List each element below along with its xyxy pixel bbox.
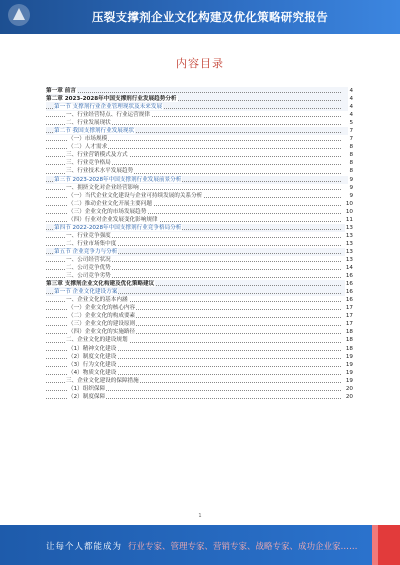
toc-entry[interactable] bbox=[46, 232, 353, 240]
toc-entry-page: 14 bbox=[345, 265, 353, 272]
toc-entry-page: 4 bbox=[349, 112, 353, 119]
toc-entry-title: 三、公司竞争劣势 bbox=[66, 273, 111, 280]
toc-entry-page: 13 bbox=[345, 240, 353, 247]
toc-entry[interactable] bbox=[46, 288, 353, 296]
toc-entry-page: 17 bbox=[345, 305, 353, 312]
toc-entry[interactable] bbox=[46, 264, 353, 272]
toc-entry[interactable] bbox=[46, 192, 353, 200]
report-title: 压裂支撑剂企业文化构建及优化策略研究报告 bbox=[92, 10, 328, 24]
toc-entry-title: （四）行业对企业发展变化影响规律 bbox=[68, 216, 158, 223]
toc-entry-title: 第二章 2023-2028年中国支撑剂行业发展趋势分析 bbox=[46, 96, 177, 103]
toc-entry-page: 19 bbox=[345, 369, 353, 376]
toc-entry-title: 一、行业竞争强度 bbox=[66, 232, 111, 239]
toc-entry-title: 三、行业技术水平发展趋势 bbox=[66, 168, 134, 175]
toc-entry-title: （1）组织保障 bbox=[68, 385, 106, 392]
toc-entry-title: （四）企业文化的实施路径 bbox=[68, 329, 136, 336]
toc-entry-title: 第五节 企业竞争力与分析 bbox=[54, 248, 118, 255]
toc-entry-page: 18 bbox=[345, 329, 353, 336]
toc-entry-page: 8 bbox=[349, 160, 353, 167]
toc-entry[interactable] bbox=[46, 393, 353, 401]
toc-entry[interactable] bbox=[46, 208, 353, 216]
toc-entry[interactable] bbox=[46, 312, 353, 320]
toc-entry[interactable] bbox=[46, 369, 353, 377]
toc-entry-page: 4 bbox=[349, 88, 353, 94]
toc-entry[interactable] bbox=[46, 361, 353, 369]
toc-entry-title: （二）推动企业文化开展主要问题 bbox=[68, 200, 152, 207]
toc-entry[interactable] bbox=[46, 119, 353, 127]
logo-icon bbox=[6, 2, 32, 28]
toc-entry-title: 三、企业文化建设的保障措施 bbox=[66, 377, 139, 384]
toc-entry-page: 8 bbox=[349, 168, 353, 175]
toc-entry-page: 10 bbox=[345, 200, 353, 207]
toc-entry-title: 二、公司竞争优势 bbox=[66, 265, 111, 272]
toc-entry-title: （1）精神文化建设 bbox=[68, 345, 117, 352]
toc-entry-title: 一、公司经营状况 bbox=[66, 256, 111, 263]
toc-entry-title: 三、行业营销模式及方式 bbox=[66, 152, 128, 159]
toc-entry-title: 三、行业竞争格局 bbox=[66, 160, 111, 167]
toc-entry[interactable] bbox=[46, 240, 353, 248]
toc-entry-page: 7 bbox=[349, 128, 353, 135]
toc-entry-page: 13 bbox=[345, 224, 353, 231]
toc-entry-title: 第三节 2023-2028年中国支撑剂行业发展前景分析 bbox=[54, 176, 182, 183]
toc-entry-page: 16 bbox=[345, 273, 353, 280]
toc-entry[interactable] bbox=[46, 151, 353, 159]
toc-entry-page: 19 bbox=[345, 353, 353, 360]
toc-entry[interactable] bbox=[46, 224, 353, 232]
page-footer bbox=[0, 525, 400, 565]
toc-entry-title: 二、企业文化的建设规划 bbox=[66, 337, 128, 344]
toc-leader-dots bbox=[46, 92, 341, 93]
toc-entry[interactable] bbox=[46, 328, 353, 336]
toc-entry[interactable] bbox=[46, 216, 353, 224]
toc-entry[interactable] bbox=[46, 272, 353, 280]
toc-entry[interactable] bbox=[46, 385, 353, 393]
toc-entry-page: 13 bbox=[345, 256, 353, 263]
toc-entry-page: 9 bbox=[349, 184, 353, 191]
toc-entry-page: 18 bbox=[345, 337, 353, 344]
toc-entry-page: 16 bbox=[345, 297, 353, 304]
toc-entry[interactable] bbox=[46, 159, 353, 167]
page-number: 1 bbox=[198, 513, 202, 519]
toc-entry-title: （4）物质文化建设 bbox=[68, 369, 117, 376]
toc-entry-page: 8 bbox=[349, 144, 353, 151]
toc-entry[interactable] bbox=[46, 336, 353, 344]
toc-entry-title: （一）企业文化的核心内容 bbox=[68, 305, 136, 312]
toc-entry[interactable] bbox=[46, 353, 353, 361]
toc-entry-page: 17 bbox=[345, 313, 353, 320]
toc-entry[interactable] bbox=[46, 95, 353, 103]
footer-accent-bar bbox=[378, 525, 400, 565]
toc-entry[interactable] bbox=[46, 320, 353, 328]
toc-entry[interactable] bbox=[46, 111, 353, 119]
toc-entry-title: （一）当代企业文化建设与企业可持续发展的关系分析 bbox=[68, 192, 203, 199]
toc-entry-title: （三）企业文化的建设原则 bbox=[68, 321, 136, 328]
toc-entry-page: 7 bbox=[349, 136, 353, 143]
toc-entry-page: 20 bbox=[345, 393, 353, 400]
toc-entry-title: 第二节 我国支撑剂行业发展现状 bbox=[54, 128, 135, 135]
toc-entry-page: 4 bbox=[349, 96, 353, 103]
toc-entry[interactable] bbox=[46, 87, 353, 95]
toc-entry-page: 17 bbox=[345, 321, 353, 328]
toc-entry-title: 一、企业文化的基本内涵 bbox=[66, 297, 128, 304]
toc-entry-title: 一、行业经营特点、行业运营规律 bbox=[66, 112, 150, 119]
toc-entry-title: （二）人才需求 bbox=[68, 144, 108, 151]
table-of-contents bbox=[46, 87, 353, 401]
toc-entry-title: （三）企业文化的市场发展趋势 bbox=[68, 208, 147, 215]
toc-entry[interactable] bbox=[46, 184, 353, 192]
toc-entry-title: 第一章 前言 bbox=[46, 88, 76, 94]
toc-entry-title: 二、行业市场集中度 bbox=[66, 240, 117, 247]
toc-entry-title: 第三章 支撑剂企业文化构建及优化策略建议 bbox=[46, 281, 155, 288]
toc-entry-page: 9 bbox=[349, 192, 353, 199]
toc-entry[interactable] bbox=[46, 304, 353, 312]
page-header bbox=[0, 0, 400, 34]
footer-slogan: 让每个人都能成为 bbox=[46, 542, 123, 552]
toc-entry[interactable] bbox=[46, 345, 353, 353]
toc-entry-page: 9 bbox=[349, 176, 353, 183]
toc-entry-page: 8 bbox=[349, 152, 353, 159]
toc-entry-page: 5 bbox=[349, 120, 353, 127]
toc-entry-title: （一）市场规模 bbox=[68, 136, 108, 143]
toc-entry[interactable] bbox=[46, 280, 353, 288]
toc-entry[interactable] bbox=[46, 176, 353, 184]
toc-entry-page: 18 bbox=[345, 345, 353, 352]
toc-entry[interactable] bbox=[46, 103, 353, 111]
toc-entry-page: 4 bbox=[349, 104, 353, 111]
footer-ticker: 行业专家、管理专家、营销专家、战略专家、成功企业家…… bbox=[128, 542, 358, 552]
toc-entry-title: 第四节 2022-2028年中国支撑剂行业竞争格局分析 bbox=[54, 224, 182, 231]
toc-entry[interactable] bbox=[46, 135, 353, 143]
toc-entry-title: 二、行业发展现状 bbox=[66, 120, 111, 127]
toc-entry[interactable] bbox=[46, 200, 353, 208]
toc-entry[interactable] bbox=[46, 377, 353, 385]
toc-entry-title: 第一节 企业文化建设方案 bbox=[54, 289, 118, 296]
toc-entry-title: （2）制度文化建设 bbox=[68, 353, 117, 360]
toc-entry-page: 16 bbox=[345, 281, 353, 288]
toc-entry[interactable] bbox=[46, 127, 353, 135]
toc-entry[interactable] bbox=[46, 143, 353, 151]
toc-entry-page: 13 bbox=[345, 248, 353, 255]
toc-entry-page: 13 bbox=[345, 232, 353, 239]
toc-entry-title: （二）企业文化的构成要素 bbox=[68, 313, 136, 320]
toc-entry-title: 第一节 支撑剂行业企业管理现状及未来发展 bbox=[54, 104, 163, 111]
toc-entry-page: 10 bbox=[345, 208, 353, 215]
toc-entry-title: （2）制度保障 bbox=[68, 393, 106, 400]
toc-entry[interactable] bbox=[46, 296, 353, 304]
toc-entry-title: 一、拥挤文化对企业经营影响 bbox=[66, 184, 139, 191]
toc-heading: 内容目录 bbox=[176, 57, 224, 70]
toc-entry[interactable] bbox=[46, 248, 353, 256]
toc-entry-page: 16 bbox=[345, 289, 353, 296]
toc-entry[interactable] bbox=[46, 256, 353, 264]
toc-entry-page: 11 bbox=[345, 216, 353, 223]
toc-entry-page: 19 bbox=[345, 361, 353, 368]
toc-entry-page: 20 bbox=[345, 385, 353, 392]
toc-entry-title: （3）行为文化建设 bbox=[68, 361, 117, 368]
toc-entry[interactable] bbox=[46, 167, 353, 175]
toc-entry-page: 19 bbox=[345, 377, 353, 384]
